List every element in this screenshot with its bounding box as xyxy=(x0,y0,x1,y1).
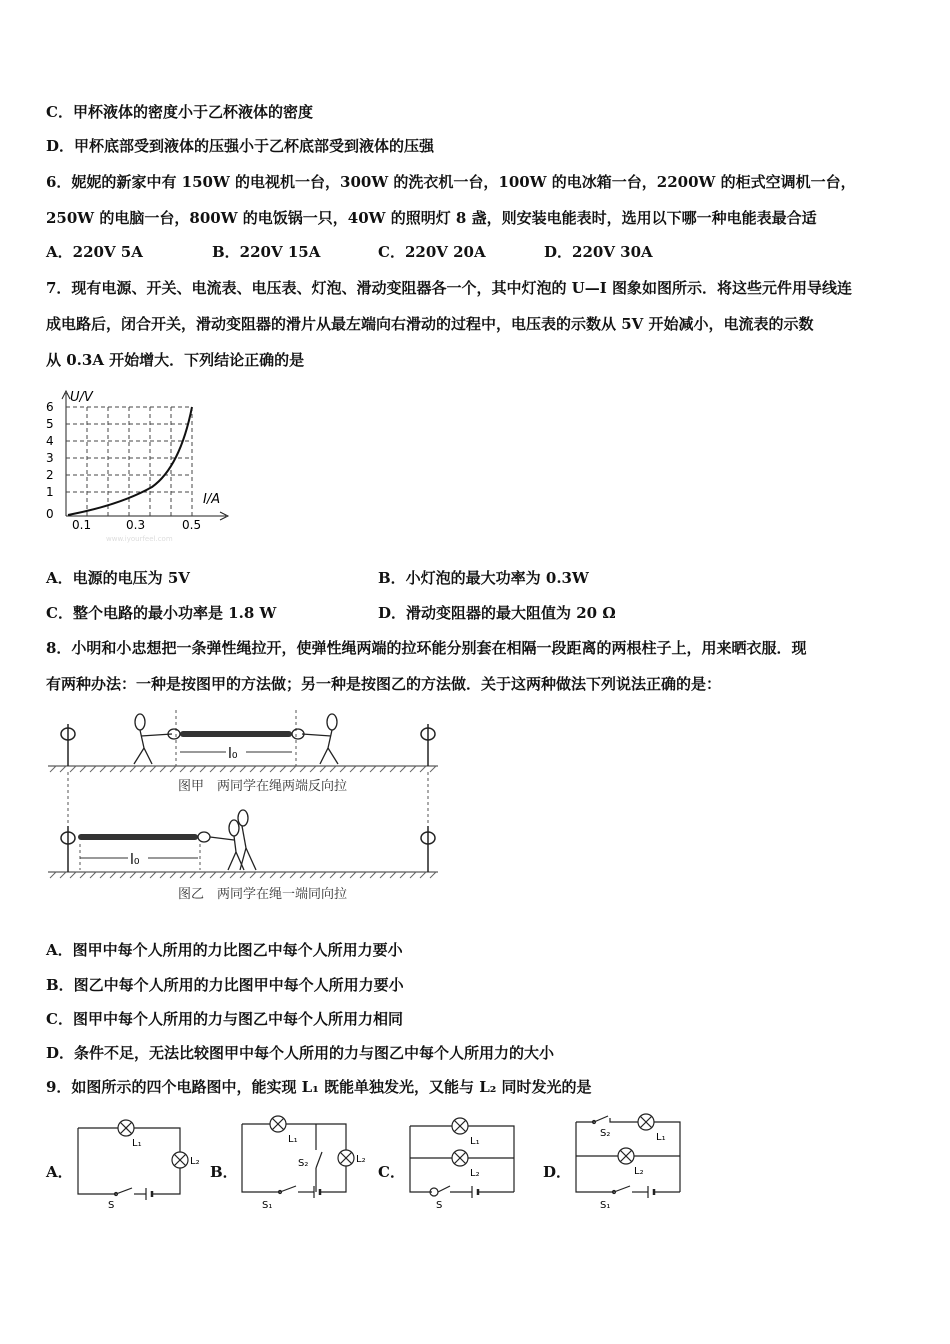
b-S2: S₂ xyxy=(298,1158,309,1169)
q7-option-a: A．电源的电压为 5V xyxy=(46,569,190,587)
y-tick-4: 4 xyxy=(46,434,54,448)
q8-option-d: D．条件不足，无法比较图甲中每个人所用的力与图乙中每个人所用力的大小 xyxy=(46,1044,555,1062)
q7-option-c: C．整个电路的最小功率是 1.8 W xyxy=(46,604,277,622)
q6-option-d: D．220V 30A xyxy=(544,243,653,261)
caption-yi: 图乙 两同学在绳一端同向拉 xyxy=(178,887,348,902)
c-L1: L₁ xyxy=(470,1136,480,1147)
q7-option-b: B．小灯泡的最大功率为 0.3W xyxy=(378,569,589,587)
y-tick-3: 3 xyxy=(46,451,54,465)
q9-label-a: A． xyxy=(46,1163,73,1181)
b-S1: S₁ xyxy=(262,1200,273,1210)
length-label-yi: l₀ xyxy=(130,852,140,868)
q9-label-b: B． xyxy=(210,1163,238,1181)
q8-option-a: A．图甲中每个人所用的力比图乙中每个人所用力要小 xyxy=(46,941,403,959)
y-tick-0: 0 xyxy=(46,507,54,521)
q8-text-2: 有两种办法：一种是按图甲的方法做；另一种是按图乙的方法做．关于这两种做法下列说法正确的是： xyxy=(46,675,722,693)
d-S2: S₂ xyxy=(600,1128,611,1139)
q9-text: 9．如图所示的四个电路图中，能实现 L₁ 既能单独发光，又能与 L₂ 同时发光的是 xyxy=(46,1078,592,1096)
caption-jia: 图甲 两同学在绳两端反向拉 xyxy=(178,779,348,794)
graph-ylabel: U/V xyxy=(70,390,93,405)
x-tick-0.5: 0.5 xyxy=(182,518,202,532)
q6-option-b: B．220V 15A xyxy=(212,243,321,261)
x-tick-0.1: 0.1 xyxy=(72,518,92,532)
c-S: S xyxy=(436,1200,443,1210)
a-L2: L₂ xyxy=(190,1156,200,1167)
d-S1: S₁ xyxy=(600,1200,611,1210)
b-L2: L₂ xyxy=(356,1154,366,1165)
length-label-jia: l₀ xyxy=(228,746,238,762)
ui-graph xyxy=(40,385,240,545)
y-tick-5: 5 xyxy=(46,417,54,431)
q6-option-a: A．220V 5A xyxy=(46,243,143,261)
person-left-jia xyxy=(134,714,180,764)
circuit-d xyxy=(570,1110,690,1210)
a-L1: L₁ xyxy=(132,1138,142,1149)
option-d-prev: D．甲杯底部受到液体的压强小于乙杯底部受到液体的压强 xyxy=(46,137,435,155)
y-tick-2: 2 xyxy=(46,468,54,482)
q8-option-c: C．图甲中每个人所用的力与图乙中每个人所用力相同 xyxy=(46,1010,403,1028)
circuit-a xyxy=(72,1114,206,1210)
graph-xlabel: I/A xyxy=(203,492,221,507)
q6-option-c: C．220V 20A xyxy=(378,243,486,261)
q7-text-2: 成电路后，闭合开关，滑动变阻器的滑片从最左端向右滑动的过程中，电压表的示数从 5V 开始减小，电流表的示数 xyxy=(46,315,814,333)
q8-text-1: 8．小明和小忠想把一条弹性绳拉开，使弹性绳两端的拉环能分别套在相隔一段距离的两根柱子上，用来晒衣服．现 xyxy=(46,639,807,657)
q7-text-1: 7．现有电源、开关、电流表、电压表、灯泡、滑动变阻器各一个，其中灯泡的 U—I 图象如图所示．将这些元件用导线连 xyxy=(46,279,852,297)
x-tick-0.3: 0.3 xyxy=(126,518,146,532)
d-L2: L₂ xyxy=(634,1166,644,1177)
d-L1: L₁ xyxy=(656,1132,666,1143)
a-S: S xyxy=(108,1200,115,1210)
b-L1: L₁ xyxy=(288,1134,298,1145)
q6-text-2: 250W 的电脑一台，800W 的电饭锅一只，40W 的照明灯 8 盏，则安装电能表时，选用以下哪一种电能表最合适 xyxy=(46,209,817,227)
q6-text-1: 6．妮妮的新家中有 150W 的电视机一台，300W 的洗衣机一台，100W 的电冰箱一台，2200W 的柜式空调机一台， xyxy=(46,173,856,191)
c-L2: L₂ xyxy=(470,1168,480,1179)
y-tick-6: 6 xyxy=(46,400,54,414)
rope-jia xyxy=(180,731,292,737)
y-tick-1: 1 xyxy=(46,485,54,499)
rope-figure xyxy=(40,710,450,910)
person-right-jia xyxy=(292,714,338,764)
option-c-prev: C．甲杯液体的密度小于乙杯液体的密度 xyxy=(46,103,313,121)
rope-yi xyxy=(78,834,198,840)
q7-text-3: 从 0.3A 开始增大．下列结论正确的是 xyxy=(46,351,305,369)
circuit-b xyxy=(236,1110,372,1210)
circuit-c xyxy=(404,1110,524,1210)
watermark: www.iyourfeel.com xyxy=(106,535,173,543)
q9-label-c: C． xyxy=(378,1163,405,1181)
q8-option-b: B．图乙中每个人所用的力比图甲中每个人所用力要小 xyxy=(46,976,404,994)
q7-option-d: D．滑动变阻器的最大阻值为 20 Ω xyxy=(378,604,616,622)
q9-label-d: D． xyxy=(543,1163,572,1181)
persons-yi xyxy=(198,810,256,870)
